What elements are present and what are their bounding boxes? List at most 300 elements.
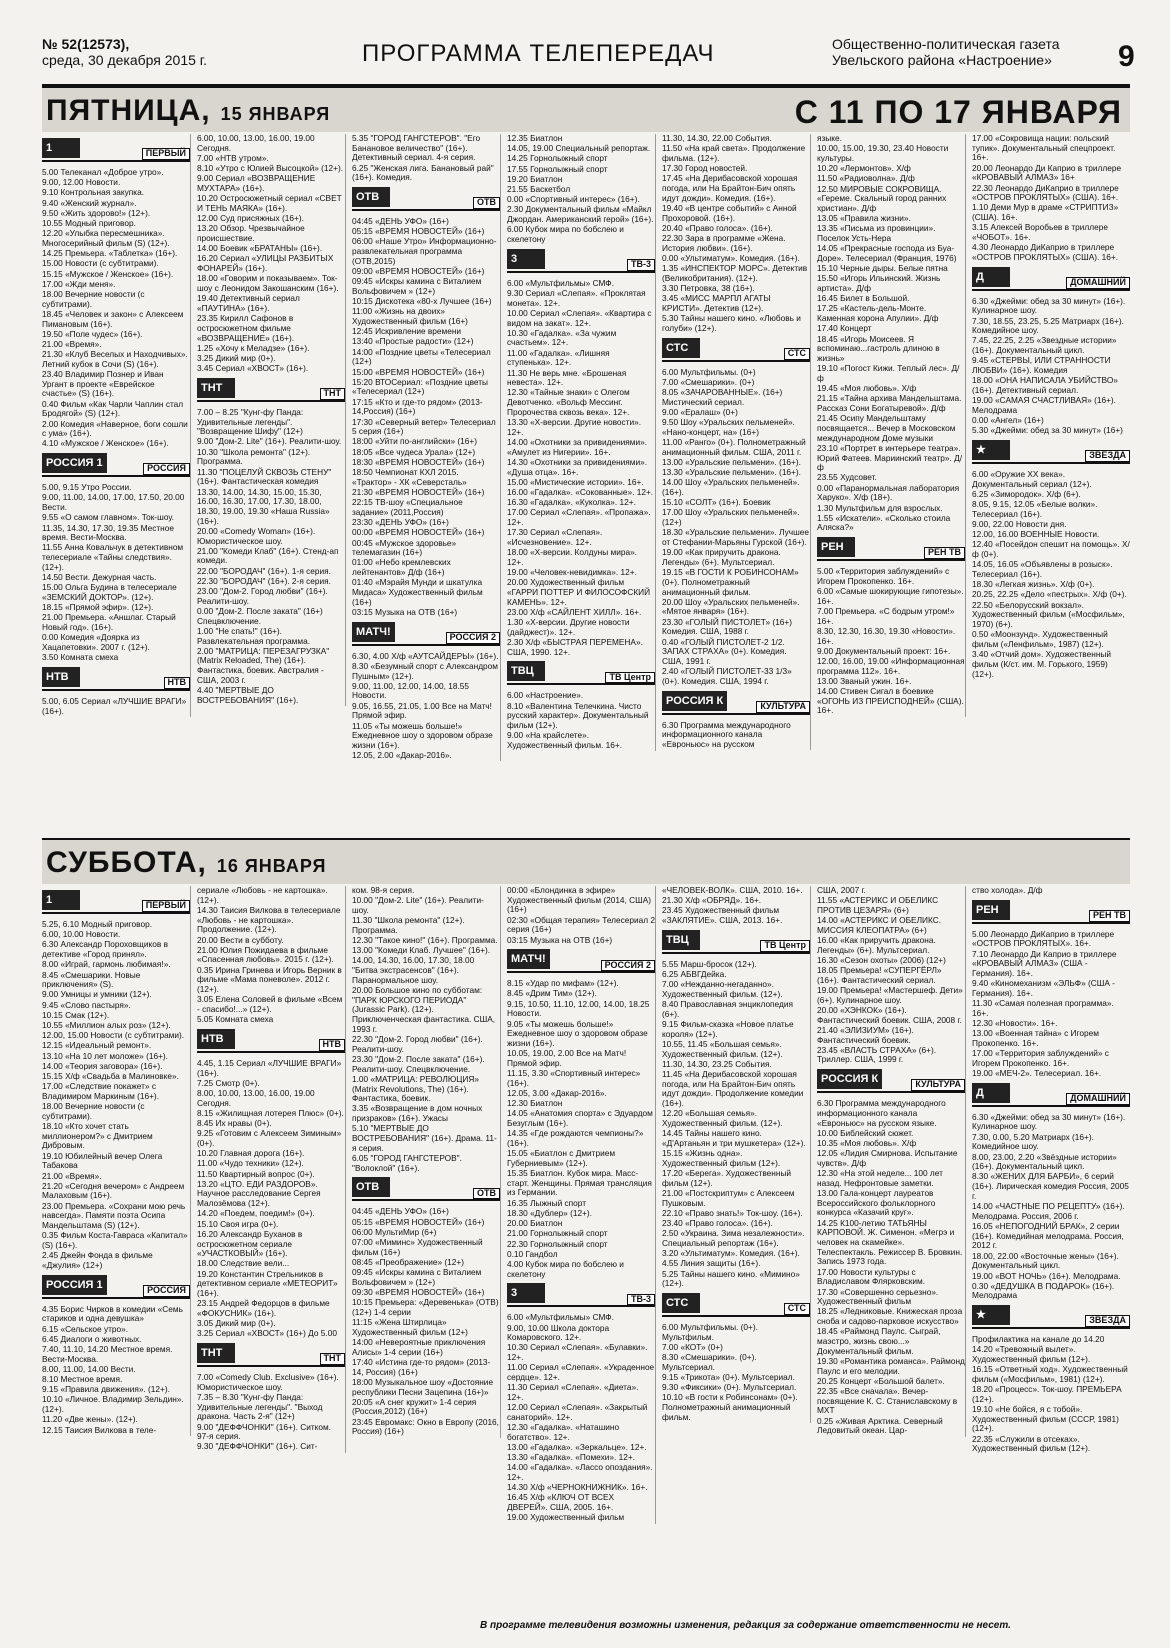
program-item: 17.00 «Территория заблуждений» с Игорем Прокопенко. 16+. xyxy=(972,1048,1109,1068)
program-item: 11.30 Сериал «Слепая». «Диета». 12+. xyxy=(507,1382,639,1402)
otv-logo-icon: ОТВ xyxy=(352,187,390,207)
program-item: языке. xyxy=(817,134,842,143)
program-item: 7.00 «НТВ утром». xyxy=(197,152,269,163)
program-item: 23.40 «Право голоса». (16+). xyxy=(662,1218,773,1229)
program-item: 11.45 «На Дерибасовской хорошая погода, или На Брайтон-Бич опять идут дожди». Продолжение комедии (16+). xyxy=(662,1069,804,1109)
program-list xyxy=(352,134,500,183)
program-item: 0.10 Гандбол xyxy=(507,1248,558,1259)
program-list xyxy=(972,134,1130,263)
program-item: 6.45 Диалоги о животных. xyxy=(42,1333,142,1344)
program-item: 20.00 Леонардо Ди Каприо в триллере «КРОВАВЫЙ АЛМАЗ» 16+ xyxy=(972,162,1122,183)
program-list xyxy=(352,217,500,618)
program-item: 22.10 «Право знать!» Ток-шоу. (16+). xyxy=(662,1207,803,1218)
column-5 xyxy=(662,886,811,1423)
program-item: 9.00 Документальный проект: 16+. xyxy=(817,645,951,656)
program-item: 08:45 «Преображение» (12+) xyxy=(352,1256,464,1267)
program-item: 18:00 «Уйти по-английски» (16+) xyxy=(352,436,478,447)
program-item: 0.40 Фильм «Как Чарли Чаплин стал Бродягой» (S) (12+). xyxy=(42,398,184,419)
program-item: 11.05 «Ты можешь больше!» Ежедневное шоу о здоровом образе жизни (16+). xyxy=(352,720,493,750)
program-item: 18:00 Музыкальное шоу «Достояние республики Песни Зацепина (16+)» xyxy=(352,1376,494,1397)
program-item: 20.00 Большое кино по субботам: "ПАРК ЮРСКОГО ПЕРИОДА" (Jurassic Park). (12+). Приключенческая фантастика. США, 1993 г. xyxy=(352,985,496,1034)
program-item: 15:00 «ВРЕМЯ НОВОСТЕЙ» (16+) xyxy=(352,366,485,377)
program-item: 3.40 «Отчий дом». Художественный фильм (К/ст. им. М. Горького, 1959) (12+). xyxy=(972,649,1111,679)
ntv-logo-icon: НТВ xyxy=(42,667,80,687)
channel-tvc xyxy=(507,661,655,685)
program-item: 11.55 «АСТЕРИКС И ОБЕЛИКС ПРОТИВ ЦЕЗАРЯ» (6+) xyxy=(817,895,939,915)
program-item: 13.00 "Комеди Клаб. Лучшее" (16+). xyxy=(352,945,491,956)
program-item: 14.20 «Поедем, поедим!» (0+). xyxy=(197,1208,315,1219)
program-item: 18.25 «Ледниковые. Книжеская проза сноба и садово-парковое искусство» xyxy=(817,1306,963,1327)
program-item: 5.05 Комната смеха xyxy=(197,1014,274,1025)
program-list xyxy=(507,691,655,750)
column-6 xyxy=(817,886,966,1437)
program-item: 18.45 «Игорь Моисеев. Я вспоминаю...гастроль длиною в жизнь» xyxy=(817,333,940,363)
program-item: 15.05 «Биатлон с Дмитрием Губерниевым» (12+). xyxy=(507,1148,616,1168)
program-item: 8.40 Православная энциклопедия (6+). xyxy=(662,999,793,1019)
channel-rossiya xyxy=(42,453,190,477)
program-item: 14.00 «Гадалка». «Лассо опоздания». 12+. xyxy=(507,1462,653,1483)
program-list xyxy=(352,1207,500,1437)
channel-match xyxy=(507,949,655,973)
domashniy-logo-icon: Д xyxy=(972,267,1010,287)
program-item: 20.00 Шоу «Уральских пельменей». «Мятое января» (16+). xyxy=(662,596,800,617)
program-item: 00:45 «Мужское здоровье» телемагазин (16+) xyxy=(352,537,457,558)
program-item: 15.50 «Игорь Ильинский. Жизнь артиста». Д/ф xyxy=(817,273,941,294)
program-list xyxy=(507,279,655,658)
program-item: 14.05 «Анатомия спорта» с Эдуардом Безуглым (16+). xyxy=(507,1108,653,1129)
page-number: 9 xyxy=(1118,40,1135,73)
program-item: 20.00 Вести в субботу. xyxy=(197,934,284,945)
program-list xyxy=(42,168,190,449)
program-item: 14.00 «ЧАСТНЫЕ ПО РЕЦЕПТУ» (16+). Мелодрама. Россия, 2006 г. xyxy=(972,1201,1125,1221)
program-item: 6.00 «Настроение». xyxy=(507,690,584,701)
ntv-logo-icon: НТВ xyxy=(197,1029,235,1049)
sts-logo-icon: СТС xyxy=(662,1293,700,1313)
program-item: 5.00 «Территория заблуждений» с Игорем Прокопенко. 16+. xyxy=(817,566,950,586)
program-item: 14.30 Таисия Вилкова в телесериале «Любовь - не картошка». Продолжение. (12+). xyxy=(197,904,341,935)
program-item: 18.00 Следствие вели... xyxy=(197,1258,290,1269)
program-item: 2.30 Документальный фильм «Майкл Джордан. Американский герой» (16+). xyxy=(507,204,654,225)
channel-otv xyxy=(352,187,500,211)
program-item: 0.25 «Живая Арктика. Северный Ледовитый океан. Цар- xyxy=(817,1415,943,1436)
channel-label: ТВ-3 xyxy=(627,1294,655,1306)
column-7 xyxy=(972,134,1130,680)
program-item: 12.00, 16.00, 19.00 «Информационная программа 112». 16+. xyxy=(817,655,965,676)
program-item: 9.25 «Готовим с Алексеем Зиминым» (0+). xyxy=(197,1128,342,1148)
program-item: 8.45 «Смешарики. Новые приключения» (S). xyxy=(42,969,141,990)
channel-label: ПЕРВЫЙ xyxy=(142,148,190,160)
program-item: 14.25 К100-летию ТАТЬЯНЫ КАРПОВОЙ. Ж. Сименон. «Мегрэ и человек на скамейке». Телеспектакль. Режиссер В. Бровкин. Запись 1973 года. xyxy=(817,1217,963,1267)
program-item: 9.30 "ДЕФФЧОНКИ" (16+). Сит- xyxy=(197,1441,318,1452)
program-list xyxy=(352,652,500,761)
tv3-logo-icon: 3 xyxy=(507,249,545,269)
program-item: 0.00 Комедия «Доярка из Хацапетовки». 2007 г. (12+). xyxy=(42,632,150,652)
column-2 xyxy=(197,886,346,1453)
program-item: 19.00 «Как приручить дракона. Легенды» (6+). Мультсериал. xyxy=(662,547,781,567)
program-item: 23.40 Владимир Познер и Иван Ургант в проекте «Еврейское счастье» (S) (16+). xyxy=(42,369,164,399)
program-item: 15.10 Черные дыры. Белые пятна xyxy=(817,263,948,274)
day-date: 16 ЯНВАРЯ xyxy=(216,856,327,876)
program-item: 0.30 «ДЕДУШКА В ПОДАРОК» (16+). Мелодрама xyxy=(972,1280,1115,1301)
program-item: 18.00, 22.00 «Восточные жены» (16+). Документальный цикл. xyxy=(972,1250,1119,1271)
program-item: 22.30 Горнолыжный спорт xyxy=(507,1238,608,1249)
perviy-logo-icon: 1 xyxy=(42,138,80,158)
program-item: 8.00, 11.00, 14.00 Вести. xyxy=(42,1363,136,1374)
program-item: 12.00, 16.00 ВОЕННЫЕ Новости. xyxy=(972,529,1100,540)
program-list xyxy=(197,1059,345,1339)
program-item: 11:15 «Жена Штирлица» Художественный фильм (12+) xyxy=(352,1317,468,1337)
channel-rentv xyxy=(972,900,1130,924)
program-item: 10.55 Модный приговор. xyxy=(42,218,136,229)
program-item: 11.50 «На край света». Продолжение фильма. (12+). xyxy=(662,143,806,163)
program-item: 2.50 «Украина. Зима незалежности». Специальный репортаж (16+). xyxy=(662,1228,805,1248)
program-item: 4.30 Леонардо ДиКаприо в триллере «ОСТРОВ ПРОКЛЯТЫХ» (США). 16+. xyxy=(972,242,1119,262)
program-item: 17:40 «Истина где-то рядом» (2013-14, Россия) (16+) xyxy=(352,1356,491,1377)
program-item: 23.10 «Портрет в интерьере театра». Юрий Фатеев. Мариинский театр». Д/ф xyxy=(817,442,963,473)
program-item: 10:15 Дискотека «80-х Лучшее (16+) xyxy=(352,296,492,307)
program-item: 17.25 «Кастель-дель-Монте. Каменная корона Апулии». Д/ф xyxy=(817,303,939,324)
program-item: 14.50 Вести. Дежурная часть. xyxy=(42,572,157,583)
program-item: 4.55 Линия защиты (16+). xyxy=(662,1258,761,1269)
program-item: 21.20 «Сегодня вечером» с Андреем Малаховым (16+). xyxy=(42,1180,185,1201)
program-item: 12.05, 2.00 «Дакар-2016». xyxy=(352,750,452,761)
program-item: 6.00 «Оружие ХХ века». Документальный сериал (12+). xyxy=(972,468,1092,489)
match-logo-icon: МАТЧ! xyxy=(352,622,395,642)
program-item: 21.00 "Комеди Клаб" (16+). Стенд-ап комеди. xyxy=(197,545,339,566)
program-item: 10.30 Сериал «Слепая». «Булавки». 12+. xyxy=(507,1342,648,1363)
channel-sts xyxy=(662,1293,810,1317)
program-item: 19.40 Детективный сериал «ПАУТИНА» (16+). xyxy=(197,293,300,313)
program-item: 10.00 "Дом-2. Lite" (16+). Реалити-шоу. xyxy=(352,895,484,915)
channel-label: ТНТ xyxy=(320,1353,346,1365)
day-date: 15 ЯНВАРЯ xyxy=(220,104,331,124)
program-item: ство холода». Д/ф xyxy=(972,886,1043,895)
program-item: 5.00 Леонардо ДиКаприо в триллере «ОСТРОВ ПРОКЛЯТЫХ». 16+. xyxy=(972,928,1115,949)
day-name xyxy=(46,846,326,880)
program-item: 10.30 «Гадалка». «За чужим счастьем». 12+. xyxy=(507,327,617,348)
channel-label: СТС xyxy=(784,1303,810,1315)
column-3 xyxy=(352,134,501,761)
program-item: 9.00 Умницы и умники (12+). xyxy=(42,989,152,1000)
program-item: 8.10 «Валентина Телечкина. Чисто русский характер». Документальный фильм (12+). xyxy=(507,700,649,731)
program-item: 6.25 "Женская лига. Банановый рай" (16+). Комедия. xyxy=(352,162,494,183)
channel-tv3 xyxy=(507,249,655,273)
program-item: 22.30 "Дом-2. Город любви" (16+). Реалити-шоу. xyxy=(352,1034,483,1054)
program-item: 21.55 Баскетбол xyxy=(507,184,571,195)
channel-label: СТС xyxy=(784,348,810,360)
program-item: 9.00, 11.00, 14.00, 17.00, 17.50, 20.00 Вести. xyxy=(42,492,185,513)
program-item: 11.30 Не верь мне. «Брошеная невеста». 12+. xyxy=(507,367,627,388)
program-item: 12.15 Таисия Вилкова в теле- xyxy=(42,1424,157,1435)
program-item: 23.00 Х/ф «САЙЛЕНТ ХИЛЛ». 16+. xyxy=(507,606,642,617)
program-item: 14.05, 19.00 Специальный репортаж. xyxy=(507,143,651,154)
channel-domashniy xyxy=(972,1083,1130,1107)
column-4 xyxy=(507,886,656,1524)
program-item: 15.15 «Мужское / Женское» (16+). xyxy=(42,268,174,279)
program-item: 12.15 «Идеальный ремонт». xyxy=(42,1040,152,1051)
program-item: 9.15 «Правила движения». (12+). xyxy=(42,1384,170,1395)
channel-label: КУЛЬТУРА xyxy=(756,701,810,713)
program-item: 11:00 «Жизнь на двоих» Художественный фильм (16+) xyxy=(352,306,468,327)
program-list xyxy=(817,1099,965,1436)
program-item: 19.00 «МЕЧ-2». Телесериал. 16+. xyxy=(972,1068,1102,1079)
program-item: 12.20 «Большая семья». Художественный фильм. (12+). xyxy=(662,1108,783,1129)
program-item: 0.00 "Дом-2. После заката" (16+) Спецвключение. xyxy=(197,605,323,626)
program-item: 23:30 «ДЕНЬ УФО» (16+) xyxy=(352,517,449,528)
program-item: 8.00, 10.00, 13.00, 16.00, 19.00 Сегодня. xyxy=(197,1087,315,1108)
rossiya-logo-icon: РОССИЯ 1 xyxy=(42,1275,107,1295)
program-item: 14.00 «Охотники за привидениями». «Амулет из Нигерии». 16+. xyxy=(507,436,648,457)
program-item: 7.25 Смотр (0+). xyxy=(197,1077,260,1088)
day-header-friday xyxy=(42,86,1130,132)
program-item: 21:30 «ВРЕМЯ НОВОСТЕЙ» (16+) xyxy=(352,487,485,497)
program-item: 4.10 «Мужское / Женское» (16+). xyxy=(42,438,169,449)
program-item: 19.50 «Поле чудес» (16+). xyxy=(42,328,143,339)
program-item: 19.00 «САМАЯ СЧАСТЛИВАЯ» (16+). Мелодрама xyxy=(972,395,1116,415)
rossiya-logo-icon: РОССИЯ 1 xyxy=(42,453,107,473)
program-item: 17.00 «Жди меня». xyxy=(42,278,116,289)
program-item: 16.20 Александр Буханов в остросюжетном сериале «УЧАСТКОВЫЙ» (16+). xyxy=(197,1228,303,1259)
program-item: 15.35 Биатлон. Кубок мира. Масс-старт. Женщины. Прямая трансляция из Германии. xyxy=(507,1168,652,1198)
channel-tvc xyxy=(662,930,810,954)
program-item: 20.00 «ХЭНКОК» (16+). Фантастический боевик. США, 2008 г. xyxy=(817,1004,962,1025)
program-item: 16.00 «Как приручить дракона. Легенды» (6+). Мультсериал. xyxy=(817,935,936,955)
channel-domashniy xyxy=(972,267,1130,291)
program-list xyxy=(197,1373,345,1452)
program-item: 21.00 Горнолыжный спорт xyxy=(507,1228,608,1239)
otv-logo-icon: ОТВ xyxy=(352,1177,390,1197)
kultura-logo-icon: РОССИЯ К xyxy=(817,1069,882,1089)
program-item: 5.00 Телеканал «Доброе утро». xyxy=(42,167,164,177)
newspaper-line-1: Общественно-политическая газета xyxy=(832,36,1060,52)
program-item: 20.40 «Право голоса». (16+). xyxy=(662,222,773,233)
day-name xyxy=(46,94,330,128)
program-item: 17.30 «Совершенно серьезно». Художественный фильм xyxy=(817,1286,939,1307)
channel-label: ЗВЕЗДА xyxy=(1085,450,1130,462)
program-item: 14.35 «Где рождаются чемпионы?» (16+). xyxy=(507,1128,644,1148)
program-list xyxy=(972,297,1130,436)
program-item: 00:00 «ВРЕМЯ НОВОСТЕЙ» (16+) xyxy=(352,527,485,538)
program-item: 8.10 «Утро с Юлией Высоцкой» (12+). xyxy=(197,163,344,174)
program-list xyxy=(507,134,655,245)
program-item: 14.20 «Тревожный вылет». Художественный фильм (12+). xyxy=(972,1344,1091,1365)
program-item: 0.00 «Ангел» (16+) xyxy=(972,415,1044,426)
program-item: 17.45 «На Дерибасовской хорошая погода, или На Брайтон-Бич опять идут дожди». Комедия. (16+). xyxy=(662,173,798,203)
program-item: 17:15 «Кто и где-то рядом» (2013-14,Россия) (16+) xyxy=(352,396,483,417)
channel-label: РЕН ТВ xyxy=(1089,910,1130,922)
program-item: 9.15, 10.50, 11.10, 12.00, 14.00, 18.25 Новости. xyxy=(507,998,650,1019)
program-item: 18:30 «ВРЕМЯ НОВОСТЕЙ» (16+) xyxy=(352,456,485,467)
program-item: 14.00, 14.30, 16.00, 17.30, 18.00 "Битва экстрасенсов" (16+). Паранормальное шоу. xyxy=(352,955,475,985)
program-item: 16.20 Сериал «УЛИЦЫ РАЗБИТЫХ ФОНАРЕЙ» (16+). xyxy=(197,253,334,274)
program-item: 15.00 Новости (с субтитрами). xyxy=(42,258,159,269)
channel-match xyxy=(352,622,500,646)
issue-number: № 52(12573), xyxy=(42,36,130,52)
program-item: 19.00 Премьера! «Мастершеф. Дети» (6+). Кулинарное шоу. xyxy=(817,985,963,1005)
program-item: 7.00 «Нежданно-негаданно». Художественный фильм. (12+). xyxy=(662,979,783,999)
program-item: 0.35 Фильм Коста-Гавраса «Капитал» (S) (16+). xyxy=(42,1230,188,1250)
program-item: 9.30 Сериал «Слепая». «Проклятая монета». 12+. xyxy=(507,287,646,308)
program-item: 11.30 "Школа ремонта" (12+). Программа. xyxy=(352,915,465,935)
program-item: 2.00 "МАТРИЦА: ПЕРЕЗАГРУЗКА" (Matrix Reloaded, The) (16+). Фантастика, боевик. Австралия - США, 2003 г. xyxy=(197,645,330,685)
program-item: 8.05, 9.15, 12.05 «Белые волки». Телесериал (16+). xyxy=(972,499,1098,519)
channel-perviy xyxy=(42,138,190,162)
channel-label: ТВ Центр xyxy=(605,672,655,684)
program-list xyxy=(972,886,1130,896)
program-item: 15.00 «Мистические истории». 16+. xyxy=(507,476,644,487)
program-item: 19.20 Биатлон xyxy=(507,173,563,184)
kultura-logo-icon: РОССИЯ К xyxy=(662,691,727,711)
schedule-friday xyxy=(42,134,1130,834)
program-item: 19.20 Константин Стрельников в детективном сериале «МЕТЕОРИТ» (16+). xyxy=(197,1268,338,1299)
program-item: 6.25 АБВГДейка. xyxy=(662,969,727,980)
program-item: 6.30 «Джейми: обед за 30 минут» (16+). Кулинарное шоу. xyxy=(972,1111,1126,1132)
program-item: 7.00 Премьера. «С бодрым утром!» 16+. xyxy=(817,605,955,626)
perviy-logo-icon: 1 xyxy=(42,890,80,910)
rentv-logo-icon: РЕН xyxy=(817,537,855,557)
program-item: 9.00, 12.00 Новости. xyxy=(42,177,121,188)
program-item: 5.00, 6.05 Сериал «ЛУЧШИЕ ВРАГИ» (16+). xyxy=(42,695,187,716)
program-item: 09:45 «Искры камина с Виталием Вольфовичем » (12+) xyxy=(352,276,482,296)
column-1 xyxy=(42,134,191,717)
program-item: 01:00 «Небо кремлевских лейтенантов» Д/ф (16+) xyxy=(352,557,451,578)
program-list xyxy=(972,1113,1130,1301)
channel-zvezda xyxy=(972,1305,1130,1329)
program-item: 23.55 Худсовет. xyxy=(817,472,877,483)
program-item: 6.00 «Мультфильмы» СМФ. xyxy=(507,277,614,288)
program-item: 1.10 Деми Мур в драме «СТРИПТИЗ» (США). 16+. xyxy=(972,202,1119,223)
program-item: Профилактика на канале до 14.20 xyxy=(972,1334,1105,1345)
program-item: 12.35 Биатлон xyxy=(507,134,563,143)
program-item: 9.50 «Жить здорово!» (12+). xyxy=(42,207,151,218)
channel-sts xyxy=(662,338,810,362)
program-item: 12.00 Сериал «Слепая». «Закрытый санаторий». 12+. xyxy=(507,1402,648,1422)
program-item: 6.30 Александр Пороховщиков в детективе «Город принял». xyxy=(42,939,168,960)
issue-date: среда, 30 декабря 2015 г. xyxy=(42,52,208,68)
program-item: 19.00 Художественный фильм xyxy=(507,1512,625,1523)
program-item: 6.00 Мультфильмы. (0+). Мультфильм. xyxy=(662,1322,758,1342)
column-3 xyxy=(352,886,501,1438)
program-item: 16.05 «НЕПОГОДНИЙ БРАК», 2 серии (16+). Комедийная мелодрама. Россия, 2012 г. xyxy=(972,1220,1124,1251)
program-item: 12.30 «Новости». 16+. xyxy=(972,1018,1058,1029)
program-item: 7.00 – 8.25 "Кунг-фу Панда: Удивительные легенды". "Возвращение Шифу" (12+) xyxy=(197,406,304,437)
program-item: 1.30 «Х-версии. Другие новости (дайджест)». 12+. xyxy=(507,617,630,637)
program-item: 3.25 Дикий мир (0+). xyxy=(197,352,276,363)
program-item: 19.15 «В ГОСТИ К РОБИНСОНАМ» (0+). Полнометражный анимационный фильм. xyxy=(662,567,799,597)
program-list xyxy=(817,886,965,1065)
program-item: 22.50 «Белорусский вокзал». Художественный фильм («Мосфильм», 1970) (6+). xyxy=(972,599,1125,630)
program-item: 10.20 «Лермонтов». Х/ф xyxy=(817,163,911,174)
program-item: 4.00 Кубок мира по бобслею и скелетону xyxy=(507,1258,624,1279)
program-item: 13.00 «Гадалка». «Зеркальце». 12+. xyxy=(507,1441,647,1452)
program-item: 06:00 «Наше Утро» Информационно-развлекательная программа (ОТВ,2015) xyxy=(352,236,497,266)
program-item: 09:30 «ВРЕМЯ НОВОСТЕЙ» (16+) xyxy=(352,1287,485,1298)
program-item: 23.15 Андрей Федорцов в фильме «ФОКУСНИК» (16+). xyxy=(197,1298,330,1318)
program-item: 19.30 «Романтика романса». Раймонд Паулс и его мелодии. xyxy=(817,1355,965,1376)
program-item: 2.30 Х/ф «БЫСТРАЯ ПЕРЕМЕНА». США, 1990. 12+. xyxy=(507,637,643,657)
program-item: 21.30 «Клуб Веселых и Находчивых». Летний кубок в Сочи (S) (16+). xyxy=(42,349,188,369)
program-item: 18:05 «Все чудеса Урала» (12+) xyxy=(352,446,476,457)
match-logo-icon: МАТЧ! xyxy=(507,949,550,969)
program-list xyxy=(817,567,965,716)
program-item: 14.25 Горнолыжный спорт xyxy=(507,153,608,164)
program-item: 21.00 Премьера. «Аншлаг. Старый Новый год». (16+). xyxy=(42,612,176,633)
program-list xyxy=(662,368,810,687)
program-item: 13.20 Обзор. Чрезвычайное происшествие. xyxy=(197,223,305,244)
program-item: 12.30 «Тайные знаки» с Олегом Девотченко. «Вольф Мессинг. Пророчества сквозь века». 12+. xyxy=(507,387,630,417)
program-item: 5.00, 9.15 Утро России. xyxy=(42,482,132,493)
program-item: 10.05, 19.00, 2.00 Все на Матч! Прямой эфир. xyxy=(507,1048,627,1068)
newspaper-line-2: Увельского района «Настроение» xyxy=(832,52,1052,68)
program-item: 6.05 "ГОРОД ГАНГСТЕРОВ". "Волоклой" (16+). xyxy=(352,1152,462,1173)
program-item: 11.30, 14.30, 22.00 События. xyxy=(662,134,772,143)
program-item: 9.05, 16.55, 21.05, 1.00 Все на Матч! Прямой эфир. xyxy=(352,700,492,721)
channel-kultura xyxy=(817,1069,965,1093)
program-item: 6.30 Программа международного информационного канала «Евроньюс» на русском xyxy=(662,719,791,749)
program-item: 20.25 Концерт «Большой балет». xyxy=(817,1375,945,1386)
program-item: 9.10 Контрольная закупка. xyxy=(42,187,145,198)
tvc-logo-icon: ТВЦ xyxy=(507,661,545,681)
program-item: 7.30, 18.55, 23.25, 5.25 Матриарх (16+). Комедийное шоу. xyxy=(972,315,1124,336)
program-item: 5.25 Тайны нашего кино. «Миминo» (12+). xyxy=(662,1268,800,1289)
program-item: 3.45 Сериал «ХВОСТ» (16+). xyxy=(197,363,309,374)
channel-tv3 xyxy=(507,1283,655,1307)
program-item: 6.00 «Самые шокирующие гипотезы». 16+. xyxy=(817,586,964,606)
program-item: 13.30, 14.00, 14.30, 15.00, 15.30, 16.00, 16.30, 17.00, 17.30, 18.00, 18.30, 19.00, 19.30 «Наша Russia» (16+). xyxy=(197,486,330,526)
program-item: 13.00 «Уральские пельмени». (16+). xyxy=(662,456,801,467)
channel-tnt xyxy=(197,1343,345,1367)
program-item: 8.00, 23.00, 2.20 «Звёздные истории» (16+). Документальный цикл. xyxy=(972,1151,1117,1172)
channel-label: РЕН ТВ xyxy=(924,547,965,559)
program-item: 2.40 «ГОЛЫЙ ПИСТОЛЕТ-33 1/3» (0+). Комедия. США, 1994 г. xyxy=(662,666,792,686)
program-item: 3.05 Елена Соловей в фильме «Всем - спасибо!...» (12+). xyxy=(197,994,343,1014)
day-title: ПЯТНИЦА, xyxy=(46,94,211,127)
program-item: 16.00 «Гадалка». «Сокованные». 12+. xyxy=(507,487,654,497)
program-list xyxy=(507,1313,655,1523)
program-item: 23.00 "Дом-2. Город любви" (16+). Реалити-шоу. xyxy=(197,586,328,606)
column-6 xyxy=(817,134,966,717)
program-item: 9.55 «О самом главном». Ток-шоу. xyxy=(42,512,174,523)
program-item: 18.00 Вечерние новости (с субтитрами). xyxy=(42,1101,145,1121)
program-list xyxy=(972,1335,1130,1454)
program-item: 17.30 Город новостей. xyxy=(662,163,748,174)
schedule-saturday xyxy=(42,886,1130,1614)
program-item: 14.00 Стивен Сигал в боевике «ОГОНЬ ИЗ ПРЕИСПОДНЕЙ» (США). 16+. xyxy=(817,686,964,716)
program-item: 01:40 «Мэрайя Мунди и шкатулка Мидаса» Художественный фильм (16+) xyxy=(352,577,483,607)
program-item: 21.40 «ЭЛИЗИУМ» (16+). Фантастический боевик. xyxy=(817,1024,914,1045)
program-item: 14.30 «Охотники за привидениями». «Душа отца». 16+. xyxy=(507,456,648,477)
program-item: сериале «Любовь - не картошка». (12+). xyxy=(197,886,328,905)
program-item: 00:00 «Блондинка в эфире» Художественный фильм (2014, США) (16+) xyxy=(507,886,652,915)
program-item: 0.40 «ГОЛЫЙ ПИСТОЛЕТ-2 1/2. ЗАПАХ СТРАХА» (0+). Комедия. США, 1991 г. xyxy=(662,636,787,666)
program-list xyxy=(507,886,655,945)
program-item: 3.50 Комната смеха xyxy=(42,652,119,663)
program-item: 11.20 «Две жены». (12+). xyxy=(42,1414,138,1425)
program-item: 9.00 «Ералаш» (0+) xyxy=(662,406,738,417)
program-item: 22.35 «Все сначала». Вечер-посвящение К. С. Станиславскому в МХТ xyxy=(817,1386,958,1416)
program-list xyxy=(42,483,190,663)
channel-label: НТВ xyxy=(319,1039,346,1051)
program-item: 3.30 Петровка, 38 (16+). xyxy=(662,283,755,294)
program-item: 18.05 Премьера! «СУПЕРГЁРЛ» (16+). Фантастический сериал. xyxy=(817,965,942,985)
program-item: 17.00 Новости культуры с Владиславом Флярковским. xyxy=(817,1266,926,1287)
program-item: 9.05 «Ты можешь больше!» Ежедневное шоу о здоровом образе жизни (16+). xyxy=(507,1018,648,1048)
day-header-saturday xyxy=(42,838,1130,884)
program-item: 8.10 Местное время. xyxy=(42,1374,123,1385)
program-item: 5.25, 6.10 Модный приговор. xyxy=(42,919,153,929)
program-item: 4.40 "МЕРТВЫЕ ДО ВОСТРЕБОВАНИЯ" (16+). xyxy=(197,685,299,705)
program-item: 23.00 Премьера. «Сохрани мою речь навсегда». Памяти поэта Осипа Мандельштама (S) (12+). xyxy=(42,1200,186,1231)
